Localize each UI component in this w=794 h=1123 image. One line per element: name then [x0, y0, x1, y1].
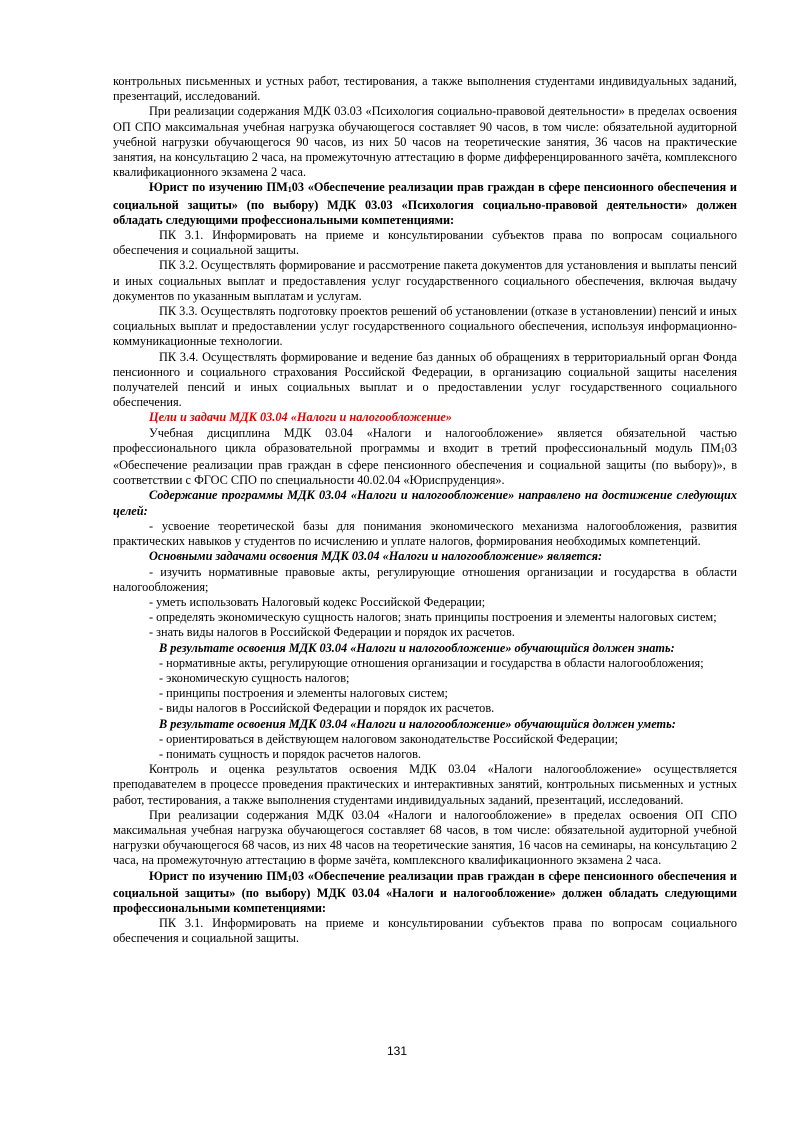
list-item: - нормативные акты, регулирующие отношения организации и государства в области налогообложения;: [159, 655, 704, 670]
competency-item: ПК 3.4. Осуществлять формирование и ведение баз данных об обращениях в территориальный орган Фонда пенсионного и социального страхования Российской Федерации, в организацию социальной защиты населения получателей пенсий и иных социальных выплат и о предоставлении услуг государственного социального обеспечения.: [113, 349, 737, 410]
list-item: - понимать сущность и порядок расчетов налогов.: [159, 746, 421, 761]
list-item: - виды налогов в Российской Федерации и порядок их расчетов.: [159, 701, 495, 716]
competencies-heading: Юрист по изучению ПМ103 «Обеспечение реализации прав граждан в сфере пенсионного обеспечения и социальной защиты» (по выбору) МДК 03.03 «Психология социально-правовой деятельности» должен обладать следующими профессиональными компетенциями:: [113, 180, 737, 227]
know-heading: В результате освоения МДК 03.04 «Налоги и налогообложение» обучающийся должен знать:: [159, 640, 675, 655]
list-item: - усвоение теоретической базы для понимания экономического механизма налогообложения, развития практических навыков у студентов по исчислению и уплате налогов, формирования необходимых компетенций.: [113, 518, 737, 549]
list-item: - экономическую сущность налогов;: [159, 670, 350, 685]
tasks-heading: Основными задачами освоения МДК 03.04 «Налоги и налогообложение» является:: [149, 549, 603, 564]
able-heading: В результате освоения МДК 03.04 «Налоги и налогообложение» обучающийся должен уметь:: [159, 716, 676, 731]
paragraph: контрольных письменных и устных работ, тестирования, а также выполнения студентами индивидуальных заданий, презентаций, исследований.: [113, 74, 737, 104]
competency-item: ПК 3.3. Осуществлять подготовку проектов решений об установлении (отказе в установлении) пенсий и иных социальных выплат и предоставлении услуг государственного социального обеспечения, используя информационно-коммуникационные технологии.: [113, 304, 737, 349]
list-item: - знать виды налогов в Российской Федерации и порядок их расчетов.: [149, 625, 515, 640]
competency-item: ПК 3.2. Осуществлять формирование и рассмотрение пакета документов для установления и выплаты пенсий и иных социальных выплат и предоставления услуг государственного социального обеспечения, включая выдачу документов по указанным выплатам и услугам.: [113, 258, 737, 303]
paragraph: Учебная дисциплина МДК 03.04 «Налоги и налогообложение» является обязательной частью профессионального цикла образовательной программы и входит в третий профессиональный модуль ПМ103 «Обеспечение реализации прав граждан в сфере пенсионного обеспечения и социальной защиты (по выбору)», в соответствии с ФГОС СПО по специальности 40.02.04 «Юриспруденция».: [113, 425, 737, 488]
competencies-heading: Юрист по изучению ПМ103 «Обеспечение реализации прав граждан в сфере пенсионного обеспечения и социальной защиты» (по выбору) МДК 03.04 «Налоги и налогообложение» должен обладать следующими профессиональными компетенциями:: [113, 868, 737, 915]
list-item: - изучить нормативные правовые акты, регулирующие отношения организации и государства в области налогообложения;: [113, 564, 737, 594]
document-page: [113, 74, 737, 947]
list-item: - принципы построения и элементы налоговых систем;: [159, 686, 448, 701]
paragraph: При реализации содержания МДК 03.04 «Налоги и налогообложение» в пределах освоения ОП СПО максимальная учебная нагрузка обучающегося составляет 68 часов, в том числе: обязательной аудиторной учебной нагрузки обучающегося 68 часов, из них 48 часов на теоретические занятия, 16 часов на семинары, на консультацию 2 часа, на промежуточную аттестацию в форме зачёта, комплексного квалификационного экзамена 2 часа.: [113, 807, 737, 868]
paragraph: Контроль и оценка результатов освоения МДК 03.04 «Налоги налогообложение» осуществляется преподавателем в процессе проведения практических и интерактивных занятий, контрольных письменных и устных работ, тестирования, а также выполнения студентами индивидуальных заданий, презентаций, исследований.: [113, 762, 737, 807]
competency-item: ПК 3.1. Информировать на приеме и консультировании субъектов права по вопросам социального обеспечения и социальной защиты.: [113, 916, 737, 946]
list-item: - определять экономическую сущность налогов; знать принципы построения и элементы налоговых систем;: [149, 610, 717, 625]
list-item: - уметь использовать Налоговый кодекс Российской Федерации;: [149, 594, 486, 609]
goals-heading: Содержание программы МДК 03.04 «Налоги и налогообложение» направлено на достижение следующих целей:: [113, 488, 737, 518]
paragraph: При реализации содержания МДК 03.03 «Психология социально-правовой деятельности» в пределах освоения ОП СПО максимальная учебная нагрузка обучающегося составляет 90 часов, в том числе: обязательной аудиторной учебной нагрузки обучающегося 90 часов, из них 50 часов на теоретические занятия, 36 часов на практические занятия, на консультацию 2 часа, на промежуточную аттестацию в форме дифференцированного зачёта, комплексного квалификационного экзамена 2 часа.: [113, 104, 737, 180]
list-item: - ориентироваться в действующем налоговом законодательстве Российской Федерации;: [159, 731, 619, 746]
competency-item: ПК 3.1. Информировать на приеме и консультировании субъектов права по вопросам социального обеспечения и социальной защиты.: [113, 228, 737, 258]
page-number: 131: [386, 1044, 408, 1058]
section-title: Цели и задачи МДК 03.04 «Налоги и налогообложение»: [149, 410, 452, 425]
